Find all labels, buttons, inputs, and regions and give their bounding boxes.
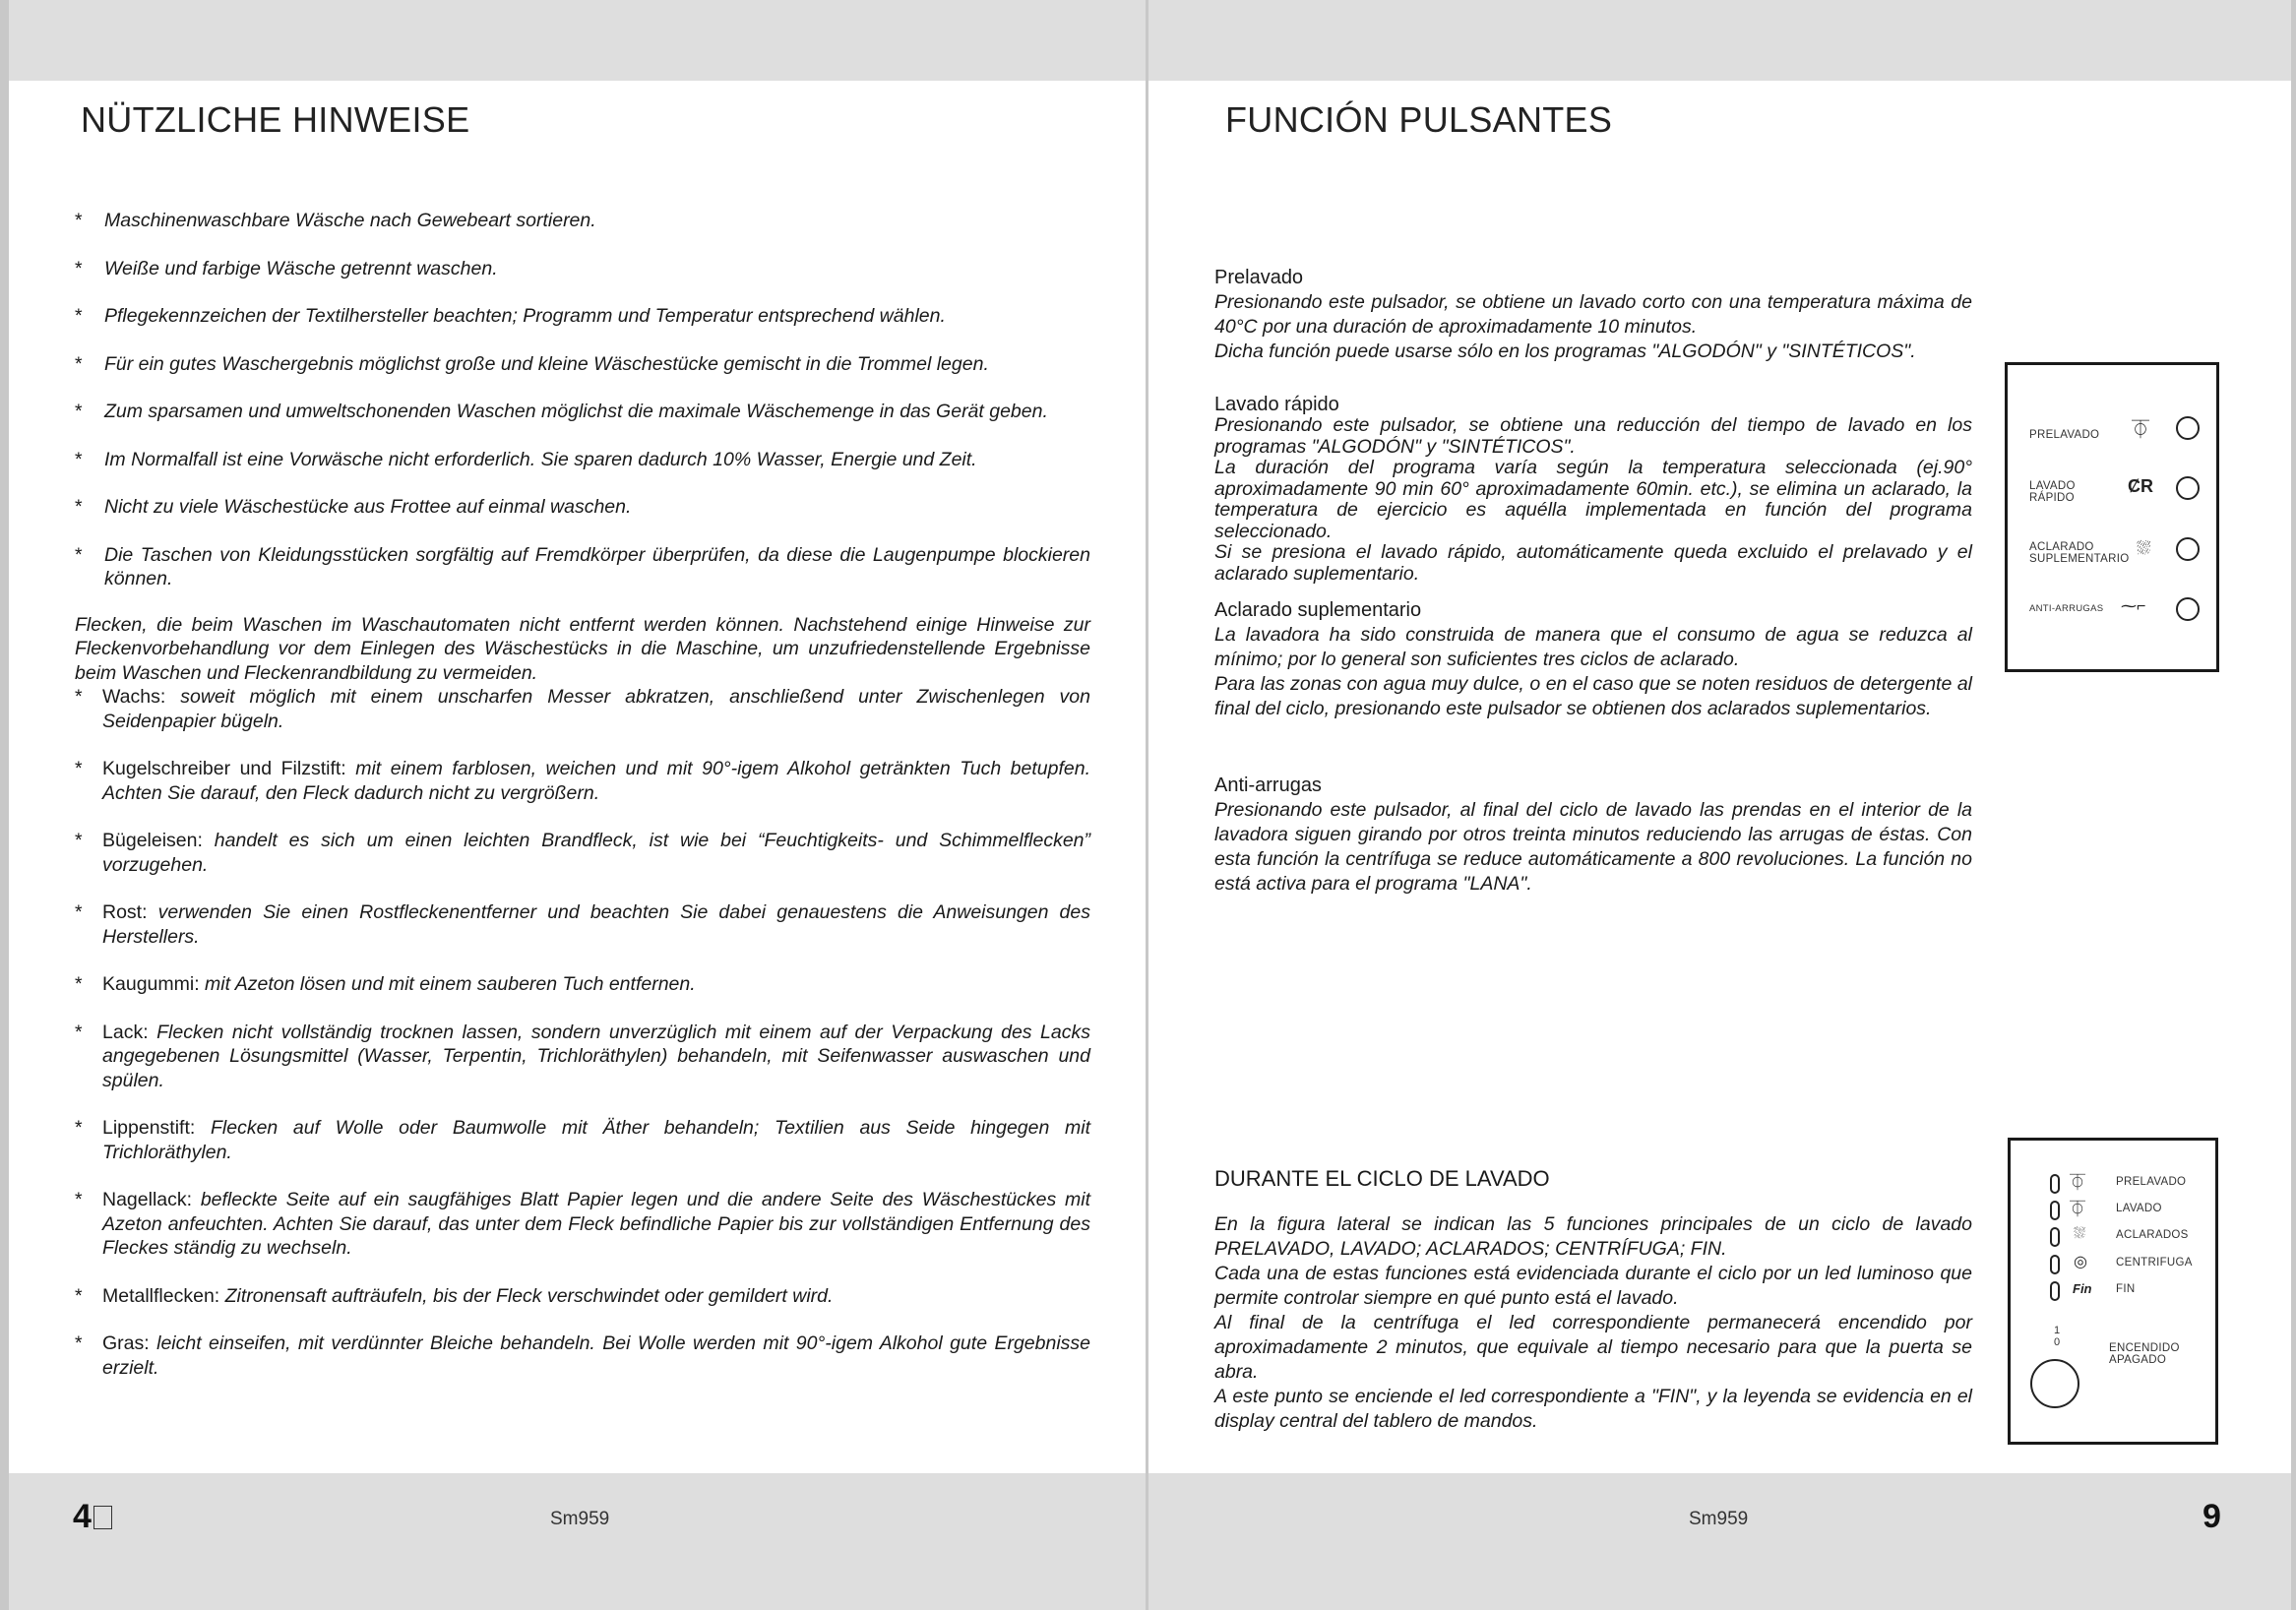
tip-item: * Pflegekennzeichen der Textilhersteller beachten; Programm und Temperatur entsprechend wählen. — [75, 305, 946, 327]
tip-item: * Zum sparsamen und umweltschonenden Waschen möglichst die maximale Wäschemenge in das Gerät geben. — [75, 401, 1048, 422]
power-mark-off: 0 — [2054, 1336, 2061, 1348]
section-prelavado — [1214, 266, 1972, 364]
lavado-rapido-text: La duración del programa varía según la temperatura seleccionada (ej.90° aproximadamente 90 min 60° aproximadamente 60min. etc.), se elimina un aclarado, la temperatura de ejercicio es aquélla implementada en función del programa seleccionado. — [1214, 457, 1972, 542]
page-left-edge — [0, 0, 9, 1610]
led-label-aclarados: ACLARADOS — [2116, 1229, 2189, 1241]
durante-text: Al final de la centrífuga el led correspondiente permanecerá encendido por aproximadamente 2 minutos, que equivale al tiempo necesario para que la puerta se abra. — [1214, 1312, 1972, 1383]
right-page-title: FUNCIÓN PULSANTES — [1225, 99, 1613, 140]
prelavado-button[interactable] — [2176, 416, 2200, 440]
durante-text: En la figura lateral se indican las 5 funciones principales de un ciclo de lavado PRELAVADO, LAVADO; ACLARADOS; CENTRÍFUGA; FIN. — [1214, 1213, 1972, 1260]
led-lavado — [2050, 1201, 2060, 1220]
led-aclarados — [2050, 1227, 2060, 1247]
durante-text: Cada una de estas funciones está evidenciada durante el ciclo por un led luminoso que permite controlar siempre en qué punto está el lavado. — [1214, 1263, 1972, 1309]
stain-intro: Flecken, die beim Waschen im Waschautomaten nicht entfernt werden können. Nachstehend einige Hinweise zur Fleckenvorbehandlung vor dem Einlegen des Wäschestücks in die Maschine, um unzufriedenstellende Ergebnisse beim Waschen und Fleckenrandbildung zu vermeiden. — [75, 613, 1090, 684]
anti-arrugas-text: Presionando este pulsador, al final del ciclo de lavado las prendas en el interior de la lavadora siguen girando por otros treinta minutos reduciendo las arrugas de éstas. Con esta función la centrífuga se reduce automáticamente a 800 revoluciones. La función no está activa para el programa "LANA". — [1214, 799, 1972, 895]
lavado-rapido-heading: Lavado rápido — [1214, 394, 1339, 415]
stain-item: * Kaugummi: mit Azeton lösen und mit einem sauberen Tuch entfernen. — [75, 973, 696, 995]
page-right-edge — [2291, 0, 2296, 1610]
tip-item: * Für ein gutes Waschergebnis möglichst große und kleine Wäschestücke gemischt in die Trommel legen. — [75, 352, 989, 375]
stain-item: * Bügeleisen: handelt es sich um einen leichten Brandfleck, ist wie bei “Feuchtigkeits- und Schimmelflecken” vorzugehen. — [75, 830, 1091, 876]
spin-icon: ◎ — [2074, 1254, 2087, 1270]
stain-item: * Lack: Flecken nicht vollständig trocknen lassen, sondern unverzüglich mit einem auf der Verpackung des Lacks angegebenen Lösungsmittel (Wasser, Terpentin, Trichloräthylen) behandeln, mit Seifenwasser auswaschen und spülen. — [75, 1021, 1090, 1091]
left-page-number: 4 — [73, 1498, 112, 1536]
left-page-title: NÜTZLICHE HINWEISE — [81, 99, 470, 140]
prewash-icon: ⏁ — [2070, 1175, 2086, 1192]
left-footer-model: Sm959 — [550, 1509, 610, 1529]
panel-label-anti-arrugas: ANTI-ARRUGAS — [2029, 603, 2104, 614]
section-aclarado — [1214, 598, 1972, 721]
prelavado-heading: Prelavado — [1214, 267, 1304, 288]
stain-item: * Wachs: soweit möglich mit einem unscharfen Messer abkratzen, anschließend unter Zwischenlegen von Seidenpapier bügeln. — [75, 686, 1090, 732]
durante-text: A este punto se enciende el led correspondiente a "FIN", y la leyenda se evidencia en el display central del tablero de mandos. — [1214, 1386, 1972, 1432]
anti-arrugas-button[interactable] — [2176, 597, 2200, 621]
power-mark-on: 1 — [2054, 1325, 2061, 1336]
led-label-centrifuga: CENTRIFUGA — [2116, 1257, 2193, 1269]
quick-wash-icon: ȻR — [2128, 476, 2153, 496]
fin-icon: Fin — [2073, 1281, 2092, 1296]
durante-heading: DURANTE EL CICLO DE LAVADO — [1214, 1166, 1550, 1191]
stain-item: * Lippenstift: Flecken auf Wolle oder Baumwolle mit Äther behandeln; Textilien aus Seide hingegen mit Trichloräthylen. — [75, 1117, 1090, 1163]
aclarado-button[interactable] — [2176, 537, 2200, 561]
tip-item: * Im Normalfall ist eine Vorwäsche nicht erforderlich. Sie sparen dadurch 10% Wasser, Energie und Zeit. — [75, 448, 977, 470]
stain-item: * Gras: leicht einseifen, mit verdünnter Bleiche behandeln. Bei Wolle werden mit 90°-igem Alkohol gute Ergebnisse erzielt. — [75, 1332, 1091, 1379]
led-label-lavado: LAVADO — [2116, 1203, 2162, 1214]
tip-item: * Weiße und farbige Wäsche getrennt waschen. — [75, 257, 498, 279]
stain-item: * Metallflecken: Zitronensaft aufträufeln, bis der Fleck verschwindet oder gemildert wird. — [75, 1284, 834, 1307]
wash-icon: ⏁ — [2070, 1202, 2086, 1218]
aclarado-text: La lavadora ha sido construida de manera que el consumo de agua se reduzca al mínimo; por lo general son suficientes tres ciclos de aclarado. — [1214, 624, 1972, 670]
right-footer-model: Sm959 — [1689, 1509, 1749, 1529]
power-button[interactable] — [2030, 1359, 2079, 1408]
led-prelavado — [2050, 1174, 2060, 1194]
page-gutter — [1146, 0, 1148, 1610]
stain-item: * Kugelschreiber und Filzstift: mit einem farblosen, weichen und mit 90°-igem Alkohol getränkten Tuch betupfen. Achten Sie darauf, den Fleck dadurch nicht zu vergrößern. — [75, 758, 1090, 804]
section-anti-arrugas — [1214, 774, 1972, 897]
section-lavado-rapido — [1214, 394, 1972, 585]
lavado-rapido-button[interactable] — [2176, 476, 2200, 500]
panel-label-lavado-rapido: LAVADO RÁPIDO — [2029, 480, 2076, 504]
anti-arrugas-heading: Anti-arrugas — [1214, 774, 1322, 796]
rinse-icon: ⛆ — [2137, 538, 2151, 558]
prelavado-text: Presionando este pulsador, se obtiene un lavado corto con una temperatura máxima de 40°C por una duración de aproximadamente 10 minutos. — [1214, 291, 1972, 338]
panel-label-aclarado: ACLARADO SUPLEMENTARIO — [2029, 541, 2130, 565]
stain-list — [75, 685, 1090, 1380]
rinse-icon: ⛆ — [2074, 1225, 2086, 1242]
left-page-content — [75, 209, 1090, 1403]
led-label-prelavado: PRELAVADO — [2116, 1176, 2187, 1188]
right-page-number: 9 — [2203, 1498, 2221, 1535]
tip-item: * Nicht zu viele Wäschestücke aus Frottee auf einmal waschen. — [75, 496, 632, 518]
panel-label-prelavado: PRELAVADO — [2029, 429, 2100, 441]
lavado-rapido-text: Presionando este pulsador, se obtiene una reducción del tiempo de lavado en los programas "ALGODÓN" y "SINTÉTICOS". — [1214, 414, 1972, 458]
led-centrifuga — [2050, 1255, 2060, 1274]
prewash-icon: ⏁ — [2132, 420, 2149, 440]
led-panel-figure — [2008, 1138, 2218, 1445]
led-fin — [2050, 1281, 2060, 1301]
power-label: ENCENDIDO APAGADO — [2109, 1342, 2180, 1366]
aclarado-text: Para las zonas con agua muy dulce, o en el caso que se noten residuos de detergente al final del ciclo, presionando este pulsador se obtienen dos aclarados suplementarios. — [1214, 673, 1972, 719]
section-durante — [1214, 1166, 1972, 1434]
tip-item: * Maschinenwaschbare Wäsche nach Gewebeart sortieren. — [75, 210, 596, 231]
button-panel-figure — [2005, 362, 2219, 672]
lavado-rapido-text: Si se presiona el lavado rápido, automáticamente queda excluido el prelavado y el aclarado suplementario. — [1214, 541, 1972, 585]
prelavado-text: Dicha función puede usarse sólo en los programas "ALGODÓN" y "SINTÉTICOS". — [1214, 341, 1916, 362]
stain-item: * Nagellack: befleckte Seite auf ein saugfähiges Blatt Papier legen und die andere Seite des Wäschestückes mit Azeton anfeuchten. Achten Sie darauf, das unter dem Fleck befindliche Papier bis zur vollständigen Entfernung des Fleckes ständig zu wechseln. — [75, 1189, 1090, 1259]
aclarado-heading: Aclarado suplementario — [1214, 599, 1422, 621]
tip-item: * Die Taschen von Kleidungsstücken sorgfältig auf Fremdkörper überprüfen, da diese die Laugenpumpe blockieren können. — [75, 543, 1090, 589]
led-label-fin: FIN — [2116, 1283, 2136, 1295]
anti-crease-icon: ⁓⌐ — [2121, 598, 2146, 615]
stain-item: * Rost: verwenden Sie einen Rostfleckenentferner und beachten Sie dabei genauestens die Anweisungen des Herstellers. — [75, 901, 1090, 948]
